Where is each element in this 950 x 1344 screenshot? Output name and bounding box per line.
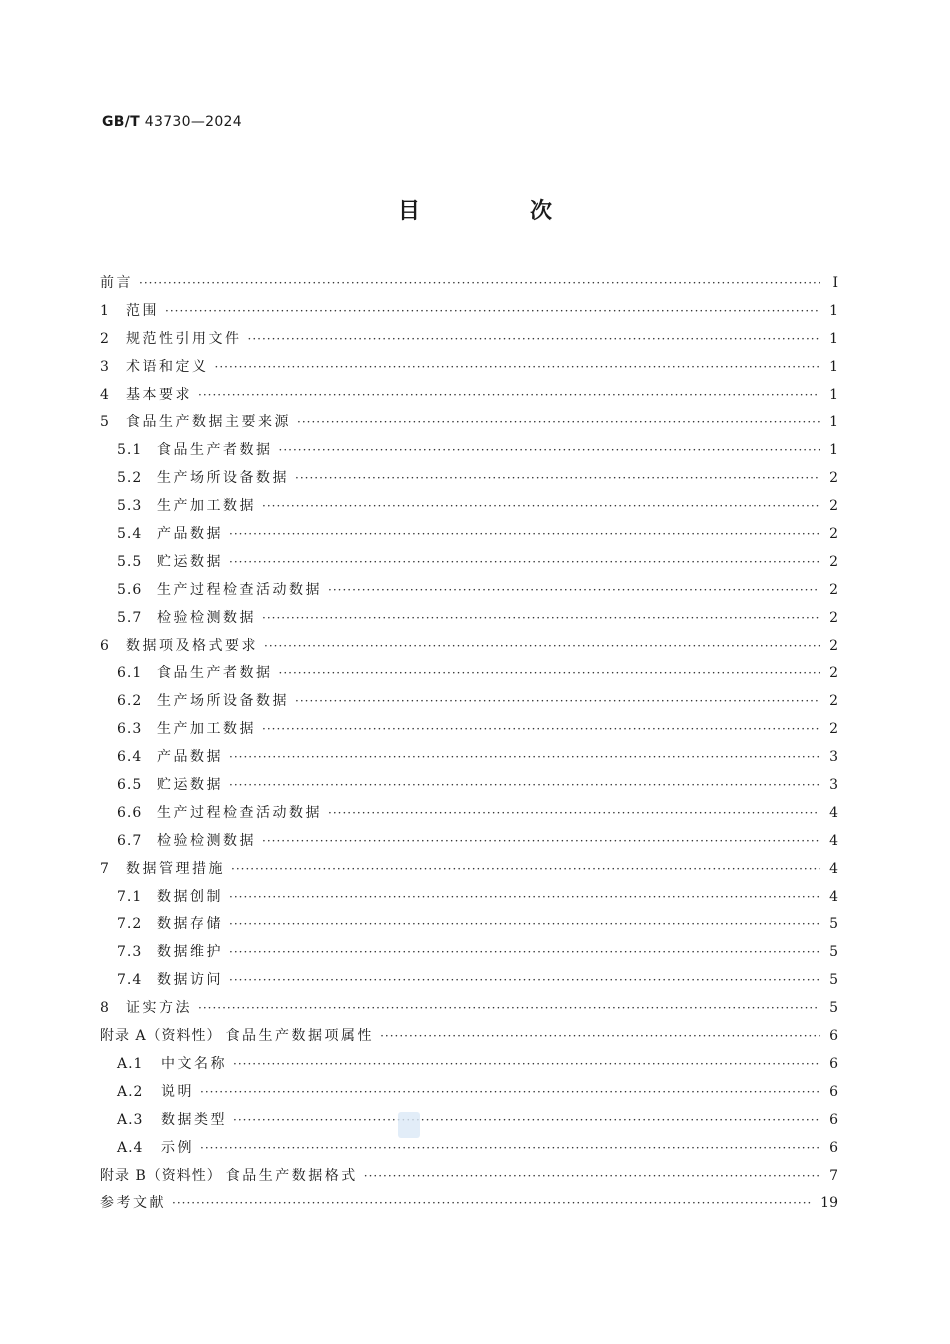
toc-entry-page: 2 bbox=[829, 498, 838, 515]
toc-entry-title: 范围 bbox=[126, 302, 159, 319]
toc-entry[interactable] bbox=[100, 493, 838, 521]
toc-entry[interactable] bbox=[100, 1051, 838, 1079]
toc-entry[interactable] bbox=[100, 744, 838, 772]
standard-prefix: GB/T bbox=[102, 114, 141, 130]
toc-entry-page: 6 bbox=[829, 1055, 838, 1072]
toc-entry-page: 6 bbox=[829, 1083, 838, 1100]
toc-entry-title: 贮运数据 bbox=[157, 553, 223, 570]
toc-dot-leader bbox=[229, 744, 820, 772]
toc-entry[interactable] bbox=[100, 633, 838, 661]
toc-dot-leader bbox=[248, 326, 821, 354]
toc-entry[interactable] bbox=[100, 800, 838, 828]
toc-dot-leader bbox=[200, 1079, 820, 1107]
toc-entry-title: 前言 bbox=[100, 275, 133, 291]
toc-entry-title: 食品生产数据格式 bbox=[225, 1167, 358, 1184]
toc-entry-number: 5.1 bbox=[117, 442, 143, 459]
toc-entry-number: 附录 B（资料性） bbox=[100, 1167, 222, 1184]
toc-entry[interactable] bbox=[100, 688, 838, 716]
toc-entry[interactable] bbox=[100, 605, 838, 633]
toc-entry-title: 数据存储 bbox=[157, 916, 223, 933]
toc-dot-leader bbox=[264, 633, 820, 661]
toc-entry-page: 2 bbox=[829, 721, 838, 738]
toc-dot-leader bbox=[328, 577, 820, 605]
toc-entry-page: 6 bbox=[829, 1111, 838, 1128]
toc-entry-number: 6.7 bbox=[117, 832, 143, 849]
toc-entry-title: 证实方法 bbox=[126, 1000, 192, 1017]
toc-dot-leader bbox=[165, 298, 820, 326]
toc-entry-number: A.4 bbox=[117, 1139, 144, 1156]
toc-entry-page: 1 bbox=[829, 358, 838, 375]
toc-entry-title: 数据访问 bbox=[157, 972, 223, 989]
toc-entry-number: 5 bbox=[100, 414, 110, 431]
toc-dot-leader bbox=[297, 409, 820, 437]
toc-entry-page: 1 bbox=[829, 330, 838, 347]
toc-entry[interactable] bbox=[100, 911, 838, 939]
toc-entry-title: 术语和定义 bbox=[126, 358, 209, 375]
toc-entry-number: 6.6 bbox=[117, 804, 143, 821]
toc-dot-leader bbox=[172, 1190, 812, 1218]
toc-entry-number: 6.3 bbox=[117, 721, 143, 738]
toc-dot-leader bbox=[231, 856, 820, 884]
toc-entry-page: 6 bbox=[829, 1139, 838, 1156]
toc-entry-page: 2 bbox=[829, 665, 838, 682]
toc-dot-leader bbox=[198, 995, 820, 1023]
toc-entry-title: 生产过程检查活动数据 bbox=[157, 581, 322, 598]
toc-entry[interactable] bbox=[100, 577, 838, 605]
toc-entry[interactable] bbox=[100, 382, 838, 410]
table-of-contents bbox=[100, 270, 838, 1218]
toc-entry[interactable] bbox=[100, 409, 838, 437]
toc-entry-title: 生产加工数据 bbox=[157, 498, 256, 515]
toc-entry[interactable] bbox=[100, 716, 838, 744]
toc-entry-page: 2 bbox=[829, 553, 838, 570]
toc-entry[interactable] bbox=[100, 772, 838, 800]
toc-entry[interactable] bbox=[100, 465, 838, 493]
toc-entry[interactable] bbox=[100, 967, 838, 995]
toc-entry-title: 参考文献 bbox=[100, 1195, 166, 1212]
toc-entry-page: 3 bbox=[829, 749, 838, 766]
toc-entry-page: 5 bbox=[829, 1000, 838, 1017]
toc-entry-title: 说明 bbox=[161, 1083, 194, 1100]
toc-entry[interactable] bbox=[100, 1163, 838, 1191]
toc-entry-title: 产品数据 bbox=[157, 749, 223, 766]
toc-entry[interactable] bbox=[100, 326, 838, 354]
toc-entry-page: 2 bbox=[829, 609, 838, 626]
toc-entry-number: 6.5 bbox=[117, 777, 143, 794]
toc-entry-page: 1 bbox=[829, 386, 838, 403]
toc-entry-page: 7 bbox=[829, 1167, 838, 1184]
toc-entry-number: 6.2 bbox=[117, 693, 143, 710]
toc-entry-page: 1 bbox=[829, 302, 838, 319]
toc-entry[interactable] bbox=[100, 549, 838, 577]
toc-entry-number: 附录 A（资料性） bbox=[100, 1028, 222, 1045]
toc-dot-leader bbox=[229, 772, 820, 800]
toc-dot-leader bbox=[229, 884, 820, 912]
toc-dot-leader bbox=[229, 549, 820, 577]
toc-entry-page: 4 bbox=[829, 860, 838, 877]
toc-entry-number: 5.6 bbox=[117, 581, 143, 598]
toc-entry[interactable] bbox=[100, 1190, 838, 1218]
toc-entry[interactable] bbox=[100, 1135, 838, 1163]
toc-entry[interactable] bbox=[100, 856, 838, 884]
toc-entry[interactable] bbox=[100, 1079, 838, 1107]
toc-dot-leader bbox=[229, 967, 820, 995]
standard-code bbox=[102, 114, 242, 130]
toc-entry[interactable] bbox=[100, 1107, 838, 1135]
toc-dot-leader bbox=[233, 1051, 820, 1079]
toc-entry-title: 食品生产者数据 bbox=[157, 442, 273, 459]
toc-entry-title: 数据创制 bbox=[157, 888, 223, 905]
toc-entry-page: 2 bbox=[829, 470, 838, 487]
toc-entry-number: 3 bbox=[100, 358, 110, 375]
toc-dot-leader bbox=[229, 521, 820, 549]
toc-entry-number: 1 bbox=[100, 302, 110, 319]
toc-entry-page: 5 bbox=[829, 944, 838, 961]
toc-dot-leader bbox=[279, 437, 821, 465]
toc-entry-number: 6.4 bbox=[117, 749, 143, 766]
toc-entry[interactable] bbox=[100, 1023, 838, 1051]
toc-entry-number: 7 bbox=[100, 860, 110, 877]
toc-dot-leader bbox=[295, 688, 820, 716]
toc-entry[interactable] bbox=[100, 660, 838, 688]
toc-entry-number: 8 bbox=[100, 1000, 110, 1017]
toc-entry-page: 1 bbox=[829, 442, 838, 459]
toc-entry-number: 5.4 bbox=[117, 526, 143, 543]
toc-entry-title: 数据维护 bbox=[157, 944, 223, 961]
toc-dot-leader bbox=[262, 605, 820, 633]
standard-number: 43730—2024 bbox=[144, 114, 242, 130]
toc-entry-number: 2 bbox=[100, 330, 110, 347]
toc-dot-leader bbox=[380, 1023, 820, 1051]
toc-entry-page: 2 bbox=[829, 637, 838, 654]
toc-dot-leader bbox=[200, 1135, 820, 1163]
toc-entry-page: 5 bbox=[829, 916, 838, 933]
toc-entry[interactable] bbox=[100, 828, 838, 856]
toc-dot-leader bbox=[139, 270, 820, 298]
toc-dot-leader bbox=[262, 716, 820, 744]
toc-entry-title: 数据管理措施 bbox=[126, 860, 225, 877]
toc-entry[interactable] bbox=[100, 298, 838, 326]
toc-entry[interactable] bbox=[100, 995, 838, 1023]
toc-entry-title: 食品生产者数据 bbox=[157, 665, 273, 682]
toc-entry[interactable] bbox=[100, 270, 838, 298]
toc-dot-leader bbox=[364, 1163, 820, 1191]
page-title: 目 次 bbox=[397, 199, 596, 224]
toc-entry-page: 2 bbox=[829, 693, 838, 710]
toc-entry-title: 生产场所设备数据 bbox=[157, 693, 289, 710]
toc-entry-page: Ⅰ bbox=[832, 275, 838, 291]
toc-entry-title: 食品生产数据主要来源 bbox=[126, 414, 291, 431]
toc-entry-page: 5 bbox=[829, 972, 838, 989]
toc-dot-leader bbox=[233, 1107, 820, 1135]
toc-dot-leader bbox=[279, 660, 821, 688]
toc-entry-page: 1 bbox=[829, 414, 838, 431]
toc-entry-title: 生产过程检查活动数据 bbox=[157, 804, 322, 821]
toc-entry-title: 产品数据 bbox=[157, 526, 223, 543]
toc-entry-number: A.3 bbox=[117, 1111, 144, 1128]
toc-dot-leader bbox=[229, 911, 820, 939]
toc-entry-number: 6.1 bbox=[117, 665, 143, 682]
toc-entry-title: 贮运数据 bbox=[157, 777, 223, 794]
toc-entry[interactable] bbox=[100, 521, 838, 549]
toc-entry-title: 数据类型 bbox=[161, 1111, 227, 1128]
toc-entry[interactable] bbox=[100, 939, 838, 967]
toc-entry-title: 数据项及格式要求 bbox=[126, 637, 258, 654]
toc-dot-leader bbox=[295, 465, 820, 493]
toc-entry-number: 7.1 bbox=[117, 888, 143, 905]
toc-entry-page: 19 bbox=[820, 1195, 838, 1212]
toc-dot-leader bbox=[215, 354, 821, 382]
toc-entry-title: 基本要求 bbox=[126, 386, 192, 403]
toc-entry[interactable] bbox=[100, 884, 838, 912]
toc-entry[interactable] bbox=[100, 354, 838, 382]
toc-entry-title: 中文名称 bbox=[161, 1055, 227, 1072]
toc-entry-page: 6 bbox=[829, 1028, 838, 1045]
toc-entry-number: 5.5 bbox=[117, 553, 143, 570]
toc-entry-number: A.1 bbox=[117, 1055, 144, 1072]
watermark-logo bbox=[398, 1112, 420, 1138]
toc-dot-leader bbox=[262, 493, 820, 521]
toc-entry-page: 2 bbox=[829, 526, 838, 543]
toc-entry-page: 3 bbox=[829, 777, 838, 794]
toc-entry[interactable] bbox=[100, 437, 838, 465]
toc-entry-number: 7.3 bbox=[117, 944, 143, 961]
toc-entry-number: 6 bbox=[100, 637, 110, 654]
toc-entry-title: 生产场所设备数据 bbox=[157, 470, 289, 487]
toc-entry-title: 食品生产数据项属性 bbox=[225, 1028, 375, 1045]
toc-entry-page: 2 bbox=[829, 581, 838, 598]
toc-entry-number: 5.7 bbox=[117, 609, 143, 626]
toc-dot-leader bbox=[328, 800, 820, 828]
toc-entry-number: 7.4 bbox=[117, 972, 143, 989]
toc-entry-title: 规范性引用文件 bbox=[126, 330, 242, 347]
toc-entry-page: 4 bbox=[829, 888, 838, 905]
toc-entry-number: 5.2 bbox=[117, 470, 143, 487]
toc-dot-leader bbox=[262, 828, 820, 856]
toc-entry-number: 7.2 bbox=[117, 916, 143, 933]
toc-entry-title: 检验检测数据 bbox=[157, 832, 256, 849]
toc-entry-number: 4 bbox=[100, 386, 110, 403]
toc-dot-leader bbox=[198, 382, 820, 410]
toc-entry-number: 5.3 bbox=[117, 498, 143, 515]
toc-entry-title: 生产加工数据 bbox=[157, 721, 256, 738]
toc-entry-page: 4 bbox=[829, 832, 838, 849]
toc-entry-page: 4 bbox=[829, 804, 838, 821]
toc-entry-number: A.2 bbox=[117, 1083, 144, 1100]
toc-entry-title: 示例 bbox=[161, 1139, 194, 1156]
toc-entry-title: 检验检测数据 bbox=[157, 609, 256, 626]
toc-dot-leader bbox=[229, 939, 820, 967]
